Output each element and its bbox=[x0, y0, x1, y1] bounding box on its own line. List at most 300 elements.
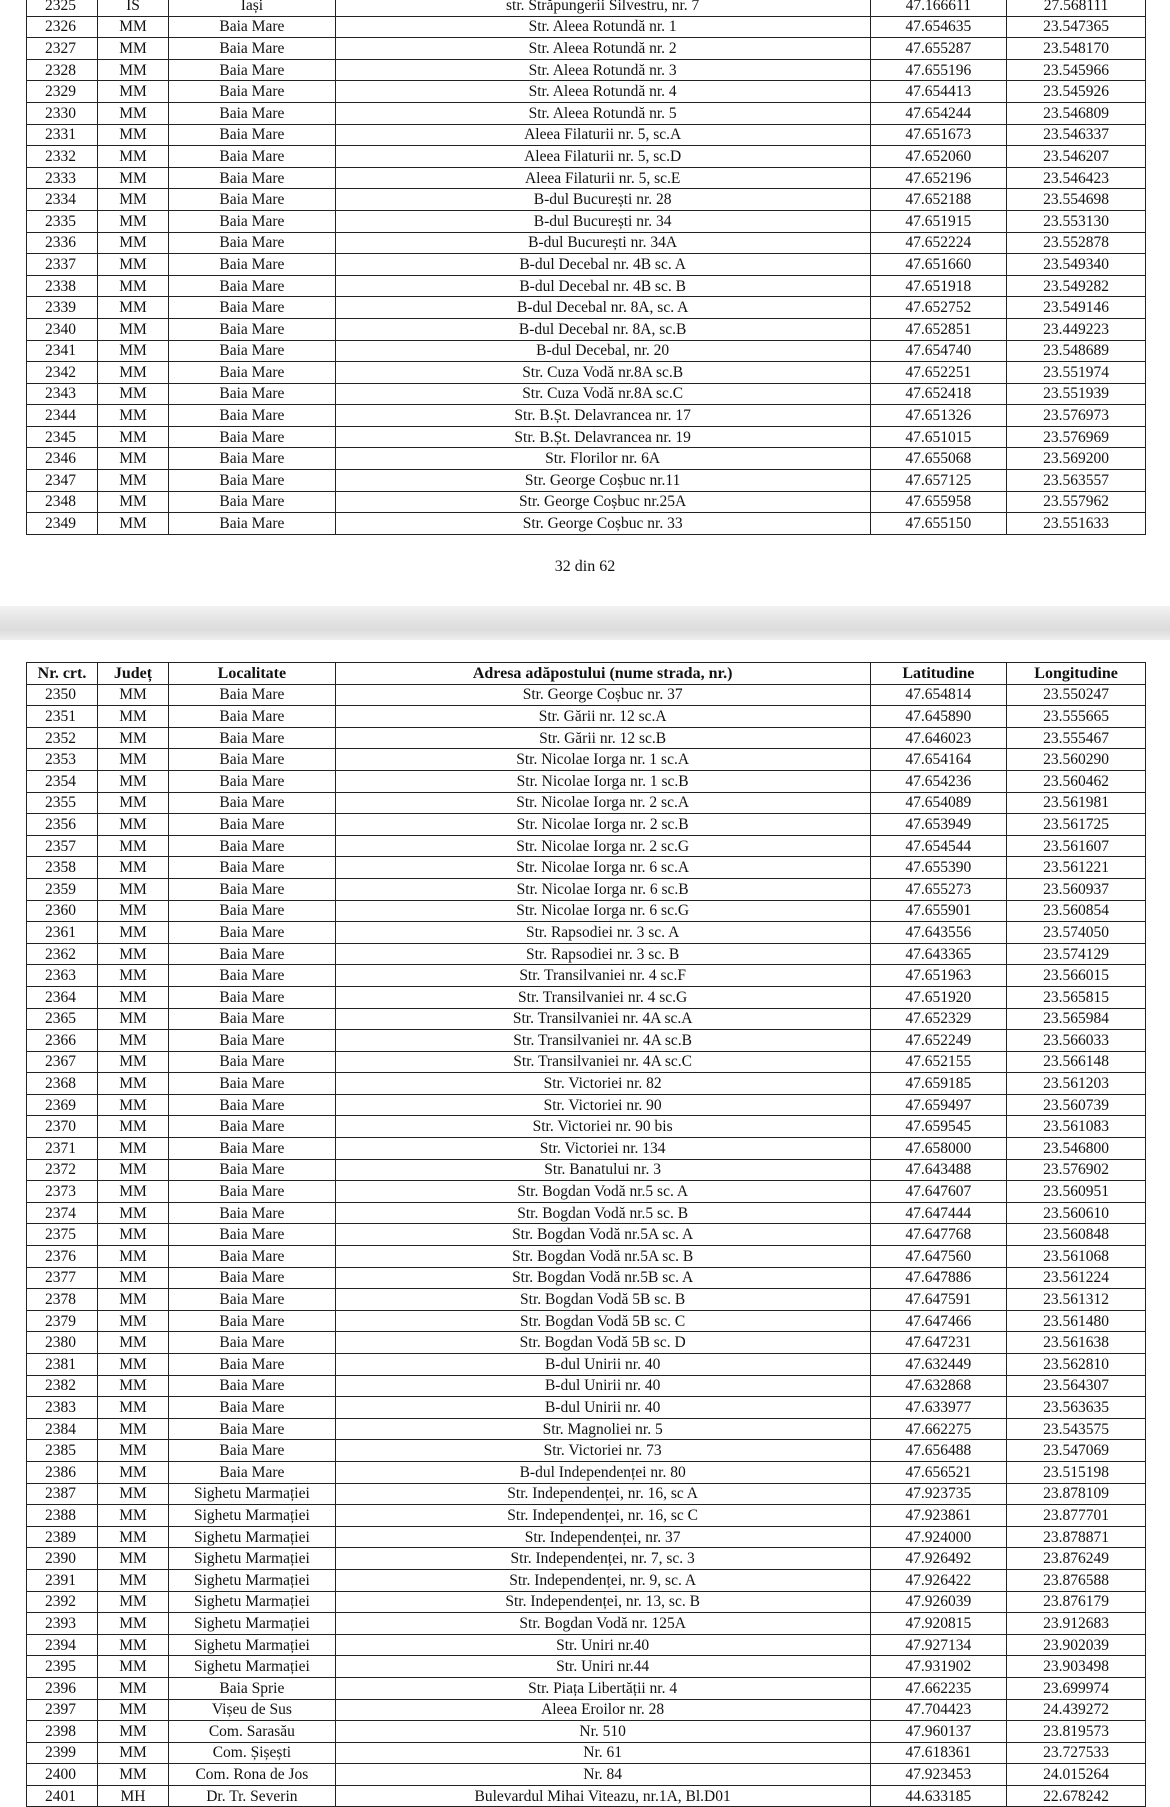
page-separator bbox=[0, 606, 1170, 640]
header-localitate: Localitate bbox=[169, 663, 336, 685]
cell-localitate: Baia Mare bbox=[169, 146, 336, 168]
cell-adresa: Str. Independenței, nr. 7, sc. 3 bbox=[335, 1548, 870, 1570]
cell-adresa: Str. Nicolae Iorga nr. 2 sc.B bbox=[335, 814, 870, 836]
cell-latitudine: 47.654244 bbox=[870, 102, 1007, 124]
cell-nr-crt: 2358 bbox=[27, 857, 98, 879]
cell-judet: MM bbox=[98, 1569, 169, 1591]
cell-nr-crt: 2372 bbox=[27, 1159, 98, 1181]
table-row bbox=[27, 275, 1146, 297]
table-row bbox=[27, 943, 1146, 965]
cell-localitate: Baia Mare bbox=[169, 900, 336, 922]
cell-localitate: Baia Mare bbox=[169, 383, 336, 405]
cell-localitate: Baia Mare bbox=[169, 405, 336, 427]
table-row bbox=[27, 1591, 1146, 1613]
cell-longitudine: 23.878109 bbox=[1007, 1483, 1146, 1505]
cell-longitudine: 23.561981 bbox=[1007, 792, 1146, 814]
cell-localitate: Baia Mare bbox=[169, 986, 336, 1008]
cell-adresa: Str. Transilvaniei nr. 4 sc.F bbox=[335, 965, 870, 987]
cell-localitate: Dr. Tr. Severin bbox=[169, 1785, 336, 1807]
cell-nr-crt: 2345 bbox=[27, 426, 98, 448]
cell-nr-crt: 2341 bbox=[27, 340, 98, 362]
cell-longitudine: 23.552878 bbox=[1007, 232, 1146, 254]
cell-latitudine: 47.654814 bbox=[870, 684, 1007, 706]
cell-adresa: Str. Victoriei nr. 73 bbox=[335, 1440, 870, 1462]
cell-nr-crt: 2335 bbox=[27, 210, 98, 232]
cell-longitudine: 23.560937 bbox=[1007, 878, 1146, 900]
cell-localitate: Baia Mare bbox=[169, 1051, 336, 1073]
table-row bbox=[27, 857, 1146, 879]
cell-nr-crt: 2370 bbox=[27, 1116, 98, 1138]
cell-adresa: Str. George Coșbuc nr.25A bbox=[335, 491, 870, 513]
cell-nr-crt: 2364 bbox=[27, 986, 98, 1008]
cell-latitudine: 47.647886 bbox=[870, 1267, 1007, 1289]
cell-nr-crt: 2388 bbox=[27, 1505, 98, 1527]
cell-nr-crt: 2333 bbox=[27, 167, 98, 189]
cell-judet: MM bbox=[98, 1030, 169, 1052]
cell-longitudine: 23.561312 bbox=[1007, 1289, 1146, 1311]
table-row bbox=[27, 1094, 1146, 1116]
cell-nr-crt: 2389 bbox=[27, 1526, 98, 1548]
cell-localitate: Baia Mare bbox=[169, 232, 336, 254]
cell-longitudine: 23.565984 bbox=[1007, 1008, 1146, 1030]
cell-latitudine: 47.653949 bbox=[870, 814, 1007, 836]
table-row bbox=[27, 491, 1146, 513]
cell-adresa: Aleea Eroilor nr. 28 bbox=[335, 1699, 870, 1721]
cell-localitate: Baia Mare bbox=[169, 1116, 336, 1138]
cell-latitudine: 47.632449 bbox=[870, 1354, 1007, 1376]
cell-longitudine: 23.561068 bbox=[1007, 1246, 1146, 1268]
cell-nr-crt: 2369 bbox=[27, 1094, 98, 1116]
cell-localitate: Sighetu Marmației bbox=[169, 1613, 336, 1635]
cell-adresa: B-dul Unirii nr. 40 bbox=[335, 1397, 870, 1419]
cell-localitate: Baia Mare bbox=[169, 59, 336, 81]
cell-longitudine: 23.555665 bbox=[1007, 706, 1146, 728]
cell-localitate: Baia Mare bbox=[169, 340, 336, 362]
cell-judet: MM bbox=[98, 1224, 169, 1246]
table-row bbox=[27, 1397, 1146, 1419]
cell-localitate: Baia Mare bbox=[169, 792, 336, 814]
cell-latitudine: 47.646023 bbox=[870, 727, 1007, 749]
cell-latitudine: 47.655273 bbox=[870, 878, 1007, 900]
cell-localitate: Baia Mare bbox=[169, 1246, 336, 1268]
cell-judet: MM bbox=[98, 426, 169, 448]
cell-localitate: Baia Mare bbox=[169, 426, 336, 448]
cell-longitudine: 23.565815 bbox=[1007, 986, 1146, 1008]
cell-latitudine: 47.652196 bbox=[870, 167, 1007, 189]
cell-localitate: Com. Sarasău bbox=[169, 1721, 336, 1743]
cell-longitudine: 23.549146 bbox=[1007, 297, 1146, 319]
table-row bbox=[27, 362, 1146, 384]
cell-longitudine: 23.561607 bbox=[1007, 835, 1146, 857]
cell-nr-crt: 2350 bbox=[27, 684, 98, 706]
cell-adresa: Str. Transilvaniei nr. 4A sc.C bbox=[335, 1051, 870, 1073]
cell-longitudine: 23.543575 bbox=[1007, 1418, 1146, 1440]
cell-longitudine: 24.439272 bbox=[1007, 1699, 1146, 1721]
cell-latitudine: 47.662235 bbox=[870, 1677, 1007, 1699]
cell-nr-crt: 2399 bbox=[27, 1742, 98, 1764]
cell-judet: MM bbox=[98, 792, 169, 814]
cell-longitudine: 23.878871 bbox=[1007, 1526, 1146, 1548]
cell-adresa: B-dul Decebal nr. 4B sc. B bbox=[335, 275, 870, 297]
cell-longitudine: 23.449223 bbox=[1007, 318, 1146, 340]
cell-longitudine: 23.877701 bbox=[1007, 1505, 1146, 1527]
cell-nr-crt: 2326 bbox=[27, 16, 98, 38]
cell-adresa: Str. Magnoliei nr. 5 bbox=[335, 1418, 870, 1440]
cell-latitudine: 47.655901 bbox=[870, 900, 1007, 922]
cell-latitudine: 47.632868 bbox=[870, 1375, 1007, 1397]
cell-nr-crt: 2380 bbox=[27, 1332, 98, 1354]
cell-judet: MM bbox=[98, 1397, 169, 1419]
cell-judet: MM bbox=[98, 1526, 169, 1548]
cell-latitudine: 47.651918 bbox=[870, 275, 1007, 297]
cell-adresa: Str. Cuza Vodă nr.8A sc.C bbox=[335, 383, 870, 405]
cell-latitudine: 47.654544 bbox=[870, 835, 1007, 857]
table-row bbox=[27, 383, 1146, 405]
cell-adresa: Str. Aleea Rotundă nr. 3 bbox=[335, 59, 870, 81]
table-row bbox=[27, 1613, 1146, 1635]
cell-adresa: Bulevardul Mihai Viteazu, nr.1A, Bl.D01 bbox=[335, 1785, 870, 1807]
header-adresa: Adresa adăpostului (nume strada, nr.) bbox=[335, 663, 870, 685]
cell-latitudine: 47.647591 bbox=[870, 1289, 1007, 1311]
cell-adresa: Str. Bogdan Vodă nr.5 sc. A bbox=[335, 1181, 870, 1203]
cell-longitudine: 23.515198 bbox=[1007, 1461, 1146, 1483]
cell-judet: MM bbox=[98, 835, 169, 857]
cell-localitate: Baia Mare bbox=[169, 1030, 336, 1052]
cell-localitate: Baia Mare bbox=[169, 1138, 336, 1160]
cell-adresa: Str. Aleea Rotundă nr. 1 bbox=[335, 16, 870, 38]
cell-nr-crt: 2348 bbox=[27, 491, 98, 513]
cell-longitudine: 23.876179 bbox=[1007, 1591, 1146, 1613]
cell-longitudine: 23.546337 bbox=[1007, 124, 1146, 146]
cell-nr-crt: 2329 bbox=[27, 81, 98, 103]
cell-latitudine: 47.652752 bbox=[870, 297, 1007, 319]
cell-latitudine: 47.633977 bbox=[870, 1397, 1007, 1419]
cell-latitudine: 44.633185 bbox=[870, 1785, 1007, 1807]
cell-nr-crt: 2349 bbox=[27, 513, 98, 535]
cell-judet: MM bbox=[98, 318, 169, 340]
cell-latitudine: 47.651015 bbox=[870, 426, 1007, 448]
cell-nr-crt: 2401 bbox=[27, 1785, 98, 1807]
cell-longitudine: 23.551939 bbox=[1007, 383, 1146, 405]
cell-longitudine: 23.546423 bbox=[1007, 167, 1146, 189]
cell-judet: MM bbox=[98, 1159, 169, 1181]
cell-judet: MM bbox=[98, 1116, 169, 1138]
cell-adresa: Str. Cuza Vodă nr.8A sc.B bbox=[335, 362, 870, 384]
cell-latitudine: 47.654164 bbox=[870, 749, 1007, 771]
cell-adresa: Str. Bogdan Vodă nr.5A sc. B bbox=[335, 1246, 870, 1268]
cell-localitate: Baia Mare bbox=[169, 1289, 336, 1311]
cell-longitudine: 23.545926 bbox=[1007, 81, 1146, 103]
cell-longitudine: 24.015264 bbox=[1007, 1764, 1146, 1786]
cell-longitudine: 23.727533 bbox=[1007, 1742, 1146, 1764]
cell-adresa: Str. Bogdan Vodă 5B sc. D bbox=[335, 1332, 870, 1354]
cell-longitudine: 23.563635 bbox=[1007, 1397, 1146, 1419]
cell-nr-crt: 2385 bbox=[27, 1440, 98, 1462]
cell-localitate: Com. Rona de Jos bbox=[169, 1764, 336, 1786]
cell-nr-crt: 2384 bbox=[27, 1418, 98, 1440]
cell-localitate: Baia Mare bbox=[169, 1202, 336, 1224]
cell-nr-crt: 2360 bbox=[27, 900, 98, 922]
cell-judet: MM bbox=[98, 1289, 169, 1311]
cell-latitudine: 47.651326 bbox=[870, 405, 1007, 427]
cell-latitudine: 47.647231 bbox=[870, 1332, 1007, 1354]
cell-localitate: Baia Mare bbox=[169, 706, 336, 728]
cell-longitudine: 23.551633 bbox=[1007, 513, 1146, 535]
table-row bbox=[27, 1418, 1146, 1440]
cell-adresa: Str. Nicolae Iorga nr. 2 sc.A bbox=[335, 792, 870, 814]
shelter-table-page-32 bbox=[26, 0, 1146, 535]
cell-localitate: Baia Mare bbox=[169, 189, 336, 211]
cell-adresa: Str. Piața Libertății nr. 4 bbox=[335, 1677, 870, 1699]
cell-longitudine: 23.548689 bbox=[1007, 340, 1146, 362]
cell-judet: MM bbox=[98, 1202, 169, 1224]
cell-judet: MM bbox=[98, 965, 169, 987]
table-row bbox=[27, 146, 1146, 168]
cell-latitudine: 47.923735 bbox=[870, 1483, 1007, 1505]
cell-adresa: Aleea Filaturii nr. 5, sc.A bbox=[335, 124, 870, 146]
cell-judet: MM bbox=[98, 727, 169, 749]
cell-localitate: Baia Mare bbox=[169, 922, 336, 944]
table-row bbox=[27, 1332, 1146, 1354]
table-row bbox=[27, 1764, 1146, 1786]
table-row bbox=[27, 1051, 1146, 1073]
cell-longitudine: 23.554698 bbox=[1007, 189, 1146, 211]
cell-localitate: Baia Mare bbox=[169, 210, 336, 232]
cell-latitudine: 47.166611 bbox=[870, 0, 1007, 16]
cell-adresa: Str. Victoriei nr. 90 bis bbox=[335, 1116, 870, 1138]
cell-nr-crt: 2328 bbox=[27, 59, 98, 81]
cell-nr-crt: 2398 bbox=[27, 1721, 98, 1743]
cell-longitudine: 23.547365 bbox=[1007, 16, 1146, 38]
cell-longitudine: 23.912683 bbox=[1007, 1613, 1146, 1635]
cell-longitudine: 23.548170 bbox=[1007, 38, 1146, 60]
cell-nr-crt: 2366 bbox=[27, 1030, 98, 1052]
cell-longitudine: 23.561083 bbox=[1007, 1116, 1146, 1138]
cell-longitudine: 23.576969 bbox=[1007, 426, 1146, 448]
cell-latitudine: 47.927134 bbox=[870, 1634, 1007, 1656]
cell-latitudine: 47.926492 bbox=[870, 1548, 1007, 1570]
cell-adresa: Str. Rapsodiei nr. 3 sc. B bbox=[335, 943, 870, 965]
cell-nr-crt: 2393 bbox=[27, 1613, 98, 1635]
table-row bbox=[27, 727, 1146, 749]
cell-judet: MM bbox=[98, 900, 169, 922]
cell-judet: MM bbox=[98, 878, 169, 900]
table-row bbox=[27, 1073, 1146, 1095]
cell-localitate: Iași bbox=[169, 0, 336, 16]
cell-nr-crt: 2336 bbox=[27, 232, 98, 254]
cell-latitudine: 47.656521 bbox=[870, 1461, 1007, 1483]
cell-latitudine: 47.643556 bbox=[870, 922, 1007, 944]
cell-latitudine: 47.647560 bbox=[870, 1246, 1007, 1268]
cell-judet: MM bbox=[98, 1418, 169, 1440]
cell-judet: MM bbox=[98, 1721, 169, 1743]
cell-nr-crt: 2325 bbox=[27, 0, 98, 16]
cell-nr-crt: 2400 bbox=[27, 1764, 98, 1786]
cell-judet: MM bbox=[98, 1656, 169, 1678]
cell-latitudine: 47.926422 bbox=[870, 1569, 1007, 1591]
table-row bbox=[27, 232, 1146, 254]
cell-judet: MM bbox=[98, 448, 169, 470]
cell-latitudine: 47.658000 bbox=[870, 1138, 1007, 1160]
cell-localitate: Baia Mare bbox=[169, 318, 336, 340]
cell-judet: MM bbox=[98, 1764, 169, 1786]
cell-judet: MM bbox=[98, 81, 169, 103]
cell-nr-crt: 2367 bbox=[27, 1051, 98, 1073]
cell-nr-crt: 2377 bbox=[27, 1267, 98, 1289]
cell-adresa: B-dul Unirii nr. 40 bbox=[335, 1375, 870, 1397]
table-row bbox=[27, 1548, 1146, 1570]
cell-adresa: Str. Victoriei nr. 134 bbox=[335, 1138, 870, 1160]
cell-adresa: B-dul Decebal nr. 4B sc. A bbox=[335, 254, 870, 276]
table-row bbox=[27, 792, 1146, 814]
table-row bbox=[27, 986, 1146, 1008]
cell-nr-crt: 2351 bbox=[27, 706, 98, 728]
header-latitudine: Latitudine bbox=[870, 663, 1007, 685]
cell-nr-crt: 2352 bbox=[27, 727, 98, 749]
cell-adresa: str. Străpungerii Silvestru, nr. 7 bbox=[335, 0, 870, 16]
cell-longitudine: 23.564307 bbox=[1007, 1375, 1146, 1397]
cell-latitudine: 47.618361 bbox=[870, 1742, 1007, 1764]
cell-latitudine: 47.704423 bbox=[870, 1699, 1007, 1721]
table-row bbox=[27, 1569, 1146, 1591]
table-row bbox=[27, 0, 1146, 16]
cell-judet: MM bbox=[98, 38, 169, 60]
cell-latitudine: 47.655068 bbox=[870, 448, 1007, 470]
table-row bbox=[27, 1699, 1146, 1721]
cell-nr-crt: 2340 bbox=[27, 318, 98, 340]
header-nr-crt: Nr. crt. bbox=[27, 663, 98, 685]
cell-longitudine: 23.549340 bbox=[1007, 254, 1146, 276]
table-row bbox=[27, 59, 1146, 81]
cell-judet: MM bbox=[98, 1310, 169, 1332]
cell-localitate: Baia Sprie bbox=[169, 1677, 336, 1699]
cell-localitate: Baia Mare bbox=[169, 1418, 336, 1440]
cell-adresa: Str. Gării nr. 12 sc.B bbox=[335, 727, 870, 749]
cell-localitate: Baia Mare bbox=[169, 124, 336, 146]
cell-localitate: Baia Mare bbox=[169, 491, 336, 513]
cell-localitate: Baia Mare bbox=[169, 297, 336, 319]
cell-nr-crt: 2353 bbox=[27, 749, 98, 771]
cell-adresa: Str. George Coșbuc nr.11 bbox=[335, 470, 870, 492]
cell-localitate: Sighetu Marmației bbox=[169, 1634, 336, 1656]
cell-localitate: Vișeu de Sus bbox=[169, 1699, 336, 1721]
cell-nr-crt: 2378 bbox=[27, 1289, 98, 1311]
cell-localitate: Baia Mare bbox=[169, 38, 336, 60]
cell-judet: MM bbox=[98, 383, 169, 405]
cell-judet: MM bbox=[98, 491, 169, 513]
table-row bbox=[27, 1505, 1146, 1527]
cell-adresa: Str. Transilvaniei nr. 4A sc.A bbox=[335, 1008, 870, 1030]
cell-adresa: Str. George Coșbuc nr. 33 bbox=[335, 513, 870, 535]
cell-adresa: Str. Independenței, nr. 37 bbox=[335, 1526, 870, 1548]
cell-localitate: Baia Mare bbox=[169, 943, 336, 965]
table-row bbox=[27, 1202, 1146, 1224]
cell-adresa: Str. Victoriei nr. 82 bbox=[335, 1073, 870, 1095]
cell-latitudine: 47.652251 bbox=[870, 362, 1007, 384]
table-row bbox=[27, 1310, 1146, 1332]
cell-nr-crt: 2334 bbox=[27, 189, 98, 211]
table-row bbox=[27, 1440, 1146, 1462]
cell-adresa: Str. Bogdan Vodă nr. 125A bbox=[335, 1613, 870, 1635]
shelter-table-page-33 bbox=[26, 662, 1146, 1807]
cell-localitate: Baia Mare bbox=[169, 362, 336, 384]
cell-longitudine: 23.903498 bbox=[1007, 1656, 1146, 1678]
cell-latitudine: 47.923453 bbox=[870, 1764, 1007, 1786]
table-row bbox=[27, 1354, 1146, 1376]
table-row bbox=[27, 189, 1146, 211]
cell-latitudine: 47.651915 bbox=[870, 210, 1007, 232]
cell-nr-crt: 2397 bbox=[27, 1699, 98, 1721]
cell-latitudine: 47.655150 bbox=[870, 513, 1007, 535]
cell-nr-crt: 2344 bbox=[27, 405, 98, 427]
cell-judet: MM bbox=[98, 1051, 169, 1073]
cell-adresa: Nr. 84 bbox=[335, 1764, 870, 1786]
cell-nr-crt: 2343 bbox=[27, 383, 98, 405]
cell-nr-crt: 2327 bbox=[27, 38, 98, 60]
cell-nr-crt: 2339 bbox=[27, 297, 98, 319]
cell-localitate: Baia Mare bbox=[169, 1159, 336, 1181]
cell-adresa: Str. Nicolae Iorga nr. 6 sc.A bbox=[335, 857, 870, 879]
cell-adresa: Str. Independenței, nr. 13, sc. B bbox=[335, 1591, 870, 1613]
cell-longitudine: 23.569200 bbox=[1007, 448, 1146, 470]
cell-localitate: Baia Mare bbox=[169, 102, 336, 124]
cell-longitudine: 23.560854 bbox=[1007, 900, 1146, 922]
cell-longitudine: 23.560610 bbox=[1007, 1202, 1146, 1224]
cell-nr-crt: 2375 bbox=[27, 1224, 98, 1246]
cell-nr-crt: 2356 bbox=[27, 814, 98, 836]
cell-localitate: Baia Mare bbox=[169, 513, 336, 535]
cell-localitate: Baia Mare bbox=[169, 1008, 336, 1030]
cell-judet: MM bbox=[98, 1742, 169, 1764]
cell-judet: MH bbox=[98, 1785, 169, 1807]
table-row bbox=[27, 426, 1146, 448]
cell-localitate: Baia Mare bbox=[169, 1310, 336, 1332]
cell-nr-crt: 2391 bbox=[27, 1569, 98, 1591]
cell-longitudine: 23.560951 bbox=[1007, 1181, 1146, 1203]
table-row bbox=[27, 770, 1146, 792]
cell-longitudine: 23.551974 bbox=[1007, 362, 1146, 384]
table-row bbox=[27, 167, 1146, 189]
cell-nr-crt: 2362 bbox=[27, 943, 98, 965]
cell-adresa: B-dul Independenței nr. 80 bbox=[335, 1461, 870, 1483]
table-row bbox=[27, 1030, 1146, 1052]
cell-nr-crt: 2338 bbox=[27, 275, 98, 297]
cell-latitudine: 47.643365 bbox=[870, 943, 1007, 965]
table-row bbox=[27, 965, 1146, 987]
cell-judet: MM bbox=[98, 1008, 169, 1030]
cell-judet: MM bbox=[98, 16, 169, 38]
cell-adresa: Str. Transilvaniei nr. 4A sc.B bbox=[335, 1030, 870, 1052]
cell-nr-crt: 2383 bbox=[27, 1397, 98, 1419]
cell-judet: MM bbox=[98, 1483, 169, 1505]
table-row bbox=[27, 1267, 1146, 1289]
cell-nr-crt: 2386 bbox=[27, 1461, 98, 1483]
cell-judet: IS bbox=[98, 0, 169, 16]
cell-latitudine: 47.926039 bbox=[870, 1591, 1007, 1613]
cell-adresa: Str. Aleea Rotundă nr. 4 bbox=[335, 81, 870, 103]
cell-adresa: Str. Banatului nr. 3 bbox=[335, 1159, 870, 1181]
cell-longitudine: 23.563557 bbox=[1007, 470, 1146, 492]
cell-longitudine: 23.553130 bbox=[1007, 210, 1146, 232]
cell-judet: MM bbox=[98, 513, 169, 535]
cell-latitudine: 47.647768 bbox=[870, 1224, 1007, 1246]
cell-judet: MM bbox=[98, 362, 169, 384]
table-row bbox=[27, 1008, 1146, 1030]
cell-latitudine: 47.651963 bbox=[870, 965, 1007, 987]
cell-judet: MM bbox=[98, 1461, 169, 1483]
cell-latitudine: 47.924000 bbox=[870, 1526, 1007, 1548]
cell-localitate: Baia Mare bbox=[169, 1224, 336, 1246]
